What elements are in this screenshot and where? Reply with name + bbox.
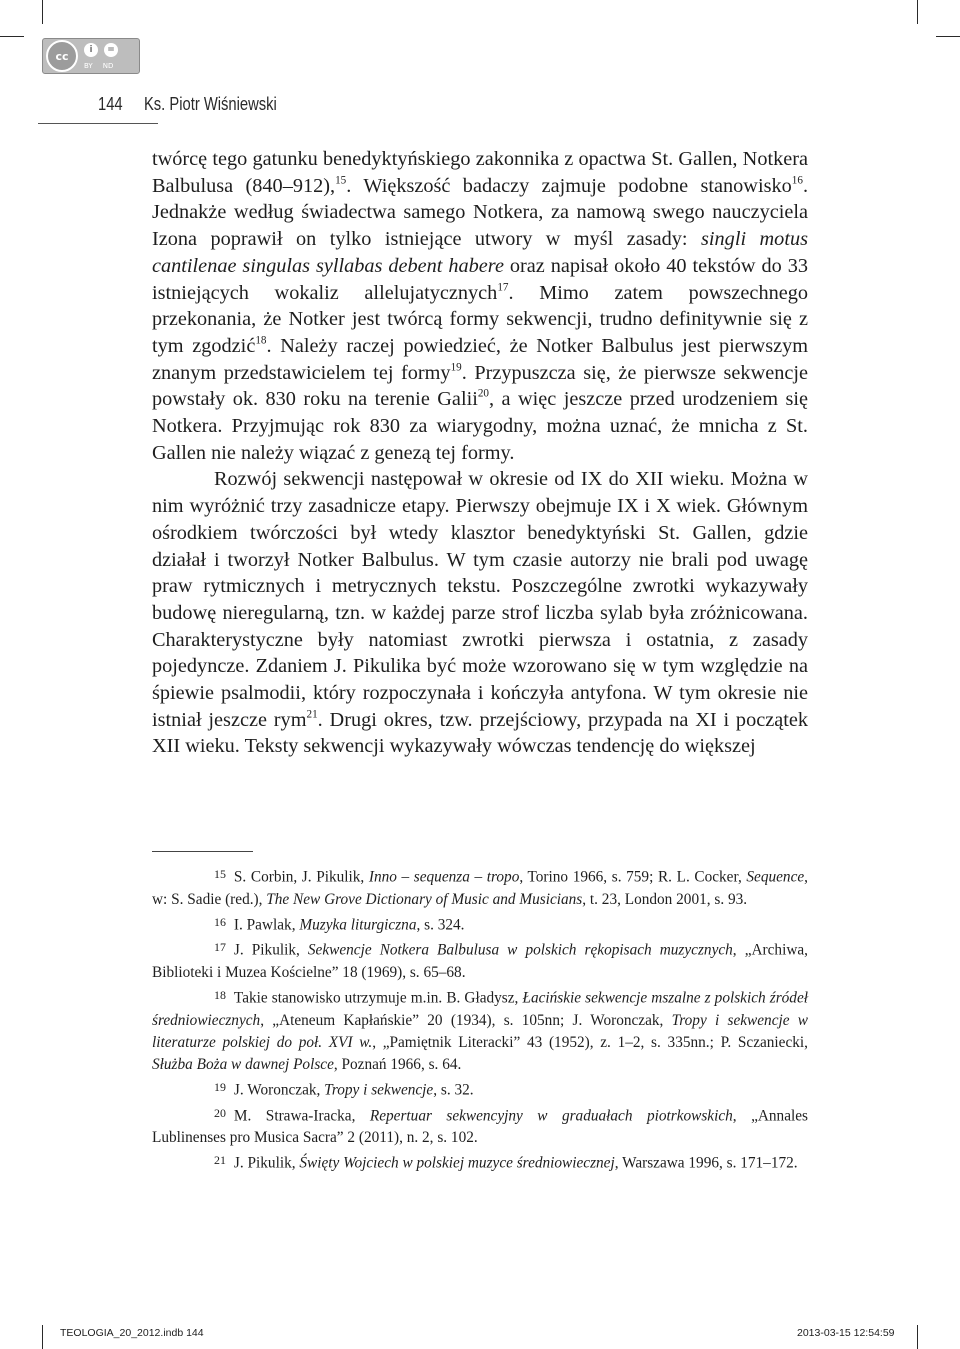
footnote-15 (152, 863, 808, 911)
footnote-text: , „Archiwa, Biblioteki i Muzea Kościelne” 18 (1969), s. 65–68. (152, 941, 808, 981)
slug-timestamp: 2013-03-15 12:54:59 (797, 1327, 895, 1339)
footnote-text: Takie stanowisko utrzymuje m.in. B. Gładysz, (233, 989, 523, 1007)
text-run: . Mimo zatem powszechnego przekonania, że Notker jest twórcą formy sekwencji, trudno definitywnie się z tym zgodzić (152, 281, 809, 357)
text-run: , a więc jeszcze przed urodzeniem się Notkera. Przyjmując rok 830 za wiarygodny, można uznać, że mnicha z St. Gallen nie należy wiązać z genezą tej formy. (152, 388, 808, 464)
footnote-title: Święty Wojciech w polskiej muzyce średniowiecznej (299, 1154, 615, 1172)
body-text (152, 146, 808, 760)
footnote-ref-17: 17 (497, 281, 509, 294)
footnote-number: 19 (214, 1080, 226, 1095)
footnote-ref-16: 16 (791, 174, 803, 187)
footnote-title: Sekwencje Notkera Balbulusa w polskich rękopisach muzycznych (307, 941, 733, 959)
footnote-text: , t. 23, London 2001, s. 93. (582, 890, 748, 908)
footnote-number: 17 (214, 940, 226, 955)
footnotes (152, 863, 808, 1175)
footnote-text: , Torino 1966, s. 759; R. L. Cocker, (519, 868, 747, 886)
footnote-text: , Poznań 1966, s. 64. (333, 1055, 462, 1073)
footnote-text: S. Corbin, J. Pikulik, (233, 868, 369, 886)
footnote-number: 18 (214, 988, 226, 1002)
paragraph-2 (152, 466, 808, 760)
crop-mark-top-left-h (0, 36, 24, 37)
footnote-number: 20 (214, 1105, 226, 1120)
footnote-title: Sequence (746, 868, 805, 886)
footnote-text: , s. 324. (416, 916, 465, 934)
text-run: . Drugi okres, tzw. przejściowy, przypada na XI i początek XII wieku. Teksty sekwencji wykazywały wówczas tendencję do większej (152, 708, 808, 758)
license-label-by: BY (84, 61, 93, 70)
license-label-nd: ND (102, 61, 114, 70)
crop-mark-bottom-left (42, 1325, 43, 1349)
footnote-title: Tropy i sekwencje w literaturze polskiej do poł. XVI w. (152, 1011, 808, 1051)
footnote-17 (152, 936, 808, 984)
cc-logo-icon: cc (46, 40, 78, 72)
footnote-title: Muzyka liturgiczna (299, 916, 417, 934)
footnote-separator (152, 851, 253, 852)
text-run: . Jednakże według świadectwa samego Notkera, za namową swego nauczyciela Izona poprawił on tylko istniejące utwory w myśl zasady: (152, 174, 809, 251)
footnote-title: Inno – sequenza – tropo (368, 868, 520, 886)
footnote-ref-19: 19 (450, 361, 462, 374)
author-name: Ks. Piotr Wiśniewski (143, 94, 277, 114)
footnote-text: , „Ateneum Kapłańskie” 20 (1934), s. 105nn; J. Woronczak, (260, 1011, 672, 1029)
footnote-number: 16 (214, 914, 226, 929)
creative-commons-license-badge (42, 38, 140, 74)
running-head (98, 94, 277, 115)
page-number: 144 (98, 94, 123, 114)
text-run: . Większość badaczy zajmuje podobne stanowisko (346, 174, 792, 197)
footnote-text: M. Strawa-Iracka, (233, 1107, 370, 1124)
footnote-ref-18: 18 (255, 334, 267, 347)
footnote-text: , w: S. Sadie (red.), (152, 868, 808, 908)
footnote-number: 15 (214, 867, 226, 881)
footnote-title: Służba Boża w dawnej Polsce (152, 1055, 334, 1073)
footnote-text: , „Pamiętnik Literacki” 43 (1952), z. 1–2, s. 335nn.; P. Sczaniecki, (372, 1033, 808, 1051)
crop-mark-top-right (917, 0, 918, 24)
footnote-18 (152, 984, 808, 1076)
footnote-text: , Warszawa 1996, s. 171–172. (614, 1154, 798, 1172)
footnote-title: Łacińskie sekwencje mszalne z polskich źródeł średniowiecznych (152, 989, 808, 1029)
footnote-text: I. Pawlak, (233, 916, 300, 934)
footnote-ref-15: 15 (335, 174, 347, 187)
footnote-16 (152, 911, 808, 937)
slug-file-name: TEOLOGIA_20_2012.indb 144 (60, 1327, 204, 1339)
no-derivatives-icon: = (104, 43, 118, 57)
footnote-number: 21 (214, 1153, 226, 1168)
text-run: twórcę tego gatunku benedyktyńskiego zakonnika z opactwa St. Gallen, Notkera Balbulusa (840–912), (152, 148, 808, 197)
crop-mark-top-left (42, 0, 43, 24)
paragraph-1 (152, 146, 808, 466)
crop-mark-top-right-h (936, 36, 960, 37)
footnote-text: J. Woronczak, (233, 1081, 325, 1099)
footnote-21 (152, 1149, 808, 1175)
footnote-text: J. Pikulik, (233, 1154, 300, 1172)
text-run: . Przypuszcza się, że pierwsze sekwencje powstały ok. 830 roku na terenie Galii (152, 361, 808, 411)
text-run: oraz napisał około 40 tekstów do 33 istniejących wokaliz allelujatycznych (152, 254, 808, 304)
footnote-text: , s. 32. (433, 1081, 474, 1099)
header-rule (38, 123, 158, 124)
crop-mark-bottom-right (917, 1325, 918, 1349)
footnote-text: J. Pikulik, (233, 941, 308, 959)
text-run: . Należy raczej powiedzieć, że Notker Balbulus jest pierwszym znanym przedstawicielem tej formy (152, 334, 808, 384)
footnote-title: The New Grove Dictionary of Music and Musicians (266, 890, 583, 908)
latin-quote: singli motus cantilenae singulas syllabas debent habere (152, 228, 808, 277)
footnote-20 (152, 1102, 808, 1150)
footnote-title: Repertuar sekwencyjny w graduałach piotrkowskich (369, 1107, 733, 1124)
footnote-text: , „Annales Lublinenses pro Musica Sacra” 2 (2011), n. 2, s. 102. (152, 1107, 808, 1147)
text-run: Rozwój sekwencji następował w okresie od IX do XII wieku. Można w nim wyróżnić trzy zasadnicze etapy. Pierwszy obejmuje IX i X wiek. Głównym ośrodkiem twórczości był wtedy klasztor benedyktyński St. Gallen, gdzie działał i tworzył Notker Balbulus. W tym czasie autorzy nie brali pod uwagę praw rytmicznych i metrycznych tekstu. Poszczególne zwrotki wykazywały budowę nieregularną, tzn. w każdej parze strof liczba sylab była zróżnicowana. Charakterystyczne były natomiast zwrotki pierwsza i ostatnia, z zasady pojedyncze. Zdaniem J. Pikulika być może wzorowano się w tym względzie na śpiewie psalmodii, który rozpoczynała i kończyła antyfona. W tym okresie nie istniał jeszcze rym (152, 468, 808, 731)
footnote-ref-20: 20 (477, 387, 489, 400)
attribution-icon: i (84, 43, 98, 57)
footnote-19 (152, 1076, 808, 1102)
footnote-title: Tropy i sekwencje (324, 1081, 434, 1099)
footnote-ref-21: 21 (306, 708, 318, 721)
